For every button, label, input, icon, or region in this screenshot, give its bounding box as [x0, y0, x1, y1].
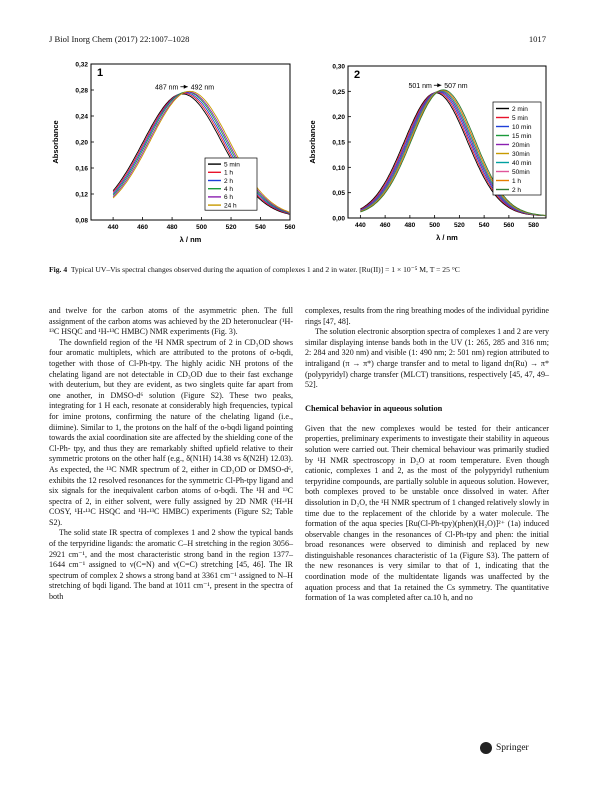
legend-entry: 6 h	[224, 194, 234, 202]
y-tick-label: 0,25	[332, 88, 345, 96]
figure-caption	[49, 265, 549, 275]
paragraph: and twelve for the carbon atoms of the asymmetric phen. The full assignment of the carbon atoms was achieved by the 2D heteronuclear (¹H-¹³C HSQC and ¹H-¹³C HMBC) NMR experiments (Fig. 3).	[49, 306, 293, 337]
x-tick-label: 500	[196, 224, 207, 231]
annotation-label-to: 507 nm	[444, 82, 468, 90]
x-tick-label: 560	[284, 224, 296, 231]
legend-entry: 1 h	[224, 169, 234, 177]
legend-entry: 1 h	[512, 177, 522, 185]
y-tick-label: 0,24	[75, 113, 88, 121]
legend-entry: 2 min	[512, 105, 528, 113]
paragraph: The solution electronic absorption spectra of complexes 1 and 2 are very similar displaying intense bands both in the UV (1: 265, 285 and 316 nm; 2: 284 and 320 nm) and visible (1: 490 nm; 2: 501 nm) region attributed to intraligand (π → π*) charge transfer and to metal to ligand dπ(Ru) → π*(polypyridyl) charge transfer (MLCT) transitions, respectively [45, 47, 49–52].	[305, 327, 549, 390]
x-tick-label: 540	[255, 224, 266, 231]
y-tick-label: 0,28	[75, 87, 88, 95]
y-tick-label: 0,32	[75, 61, 88, 69]
legend-entry: 5 min	[512, 114, 528, 122]
springer-horse-icon	[480, 742, 492, 754]
y-tick-label: 0,10	[332, 164, 345, 172]
annotation-label-to: 492 nm	[190, 84, 215, 92]
paragraph: The solid state IR spectra of complexes 1 and 2 show the typical bands of the terpyridine ligands: the aromatic C–H stretching in the region 3056–2921 cm⁻¹, and the most characteristic strong band in the region 1377–1644 cm⁻¹ assigned to ν(C=N) and ν(C=C) stretching [45, 46]. The IR spectrum of complex 2 shows a strong band at 3361 cm⁻¹ assigned to N–H stretching of bqdi ligand. The band at 1011 cm⁻¹, present in the spectra of both	[49, 528, 293, 602]
legend-entry: 40 min	[512, 159, 532, 167]
paragraph: complexes, results from the ring breathing modes of the individual pyridine rings [47, 48].	[305, 306, 549, 326]
figure-4	[0, 0, 595, 262]
legend-entry: 15 min	[512, 132, 532, 140]
annotation-label-from: 501 nm	[408, 82, 432, 90]
x-tick-label: 500	[429, 222, 441, 229]
y-tick-label: 0,12	[75, 191, 88, 199]
caption-text: Typical UV–Vis spectral changes observed during the aquation of complexes 1 and 2 in water. [Ru(II)] = 1 × 10⁻⁵ M, T = 25 °C	[70, 265, 460, 274]
section-heading: Chemical behavior in aqueous solution	[305, 403, 443, 413]
series-line	[113, 91, 290, 212]
right-column	[305, 306, 549, 604]
publisher-logo	[480, 742, 529, 754]
x-tick-label: 480	[166, 224, 178, 231]
legend-entry: 30min	[512, 150, 530, 158]
y-axis-label: Absorbance	[308, 120, 317, 164]
page-number: 1017	[528, 34, 546, 44]
y-tick-label: 0,30	[332, 63, 345, 71]
panel-label: 2	[354, 69, 361, 81]
x-tick-label: 560	[503, 222, 515, 229]
y-tick-label: 0,15	[332, 139, 345, 147]
caption-label: Fig. 4	[49, 265, 68, 274]
series-group	[113, 91, 290, 214]
annotation-label-from: 487 nm	[155, 84, 179, 92]
x-tick-label: 520	[453, 222, 465, 229]
paragraph: Given that the new complexes would be tested for their anticancer properties, preliminary experiments to investigate their stability in aqueous solution were carried out. Their chemical behaviour was primarily studied by ¹H NMR spectroscopy in D₂O at room temperature. Even though cationic, complexes 1 and 2, as the most of the polypyridyl ruthenium terpyridine compounds, are partially soluble in aqueous solution. However, both complexes proved to be unstable once dissolved in water. After dissolution in D₂O, the ¹H NMR spectrum of 1 changed relatively slowly in time due to the replacement of the chloride by a water molecule. The formation of the aqua species [Ru(Cl-Ph-tpy)(phen)(H₂O)]²⁺ (1a) induced observable changes in the resonances of Cl-Ph-tpy and phen: the initial broad resonances were observed to diminish and replaced by new distinguishable resonances characteristic of 1a (Figure S3). The pattern of the new resonances is very similar to that of 1, indicating that the coordination mode of the multidentate ligands was unaffected by the aquation process and that 1a retained the Cs symmetry. The quantitative formation of 1a was completed after ca.10 h, and no	[305, 423, 549, 603]
x-tick-label: 580	[528, 222, 540, 229]
legend-entry: 2 h	[224, 177, 234, 185]
x-tick-label: 440	[107, 224, 119, 231]
y-axis-label: Absorbance	[51, 120, 60, 164]
panel-label: 1	[97, 67, 104, 79]
left-column	[49, 306, 293, 603]
y-tick-label: 0,16	[75, 165, 88, 173]
annotation-arrowhead	[437, 83, 441, 87]
x-tick-label: 460	[137, 224, 149, 231]
y-tick-label: 0,00	[332, 215, 345, 223]
paragraph: The downfield region of the ¹H NMR spectrum of 2 in CD₃OD shows four aromatic multiplets, which are attributed to the protons of o-bqdi, together with those of Cl-Ph-tpy. The highly acidic NH protons of the chelating ligand are not detectable in CD₃OD due to their fast exchange with deuterium, but they are evident, as two singlets quite far apart from one another, in DMSO-d⁶ solution (Figure S2). These two peaks, integrating for 1 H each, resonate at considerably high frequencies, typical for imine protons, confirming the nature of the chelating ligand (i.e., diimine). Similar to 1, the protons on the half of the o-bqdi ligand pointing towards the axial coordination site are affected by the shielding cone of the Cl-Ph- tpy, and thus they are remarkably shifted upfield relative to their symmetric protons on the other half (e.g., δ(N1H) 14.38 vs δ(N2H) 12.03). As expected, the ¹³C NMR spectrum of 2, either in CD₃OD or DMSO-d⁶, exhibits the 12 resolved resonances for the symmetric Cl-Ph-tpy ligand and six signals for the inequivalent carbon atoms of o-bqdi. The ¹H and ¹³C spectra of 2, in either solvent, were fully assigned by 2D NMR (¹H-¹H COSY, ¹H-¹³C HSQC and ¹H-¹³C HMBC) experiments (Figure S2; Table S2).	[49, 337, 293, 527]
legend-entry: 24 h	[224, 202, 237, 210]
journal-citation: J Biol Inorg Chem (2017) 22:1007–1028	[49, 34, 190, 44]
legend-entry: 10 min	[512, 123, 532, 131]
annotation-arrowhead	[184, 85, 188, 89]
y-tick-label: 0,08	[75, 217, 88, 225]
y-tick-label: 0,20	[332, 114, 345, 122]
publisher-name: Springer	[496, 743, 529, 753]
legend-entry: 5 min	[224, 161, 240, 169]
legend-entry: 2 h	[512, 186, 522, 194]
x-axis-label: λ / nm	[179, 235, 202, 244]
chart-panel-1	[51, 62, 296, 245]
y-tick-label: 0,20	[75, 139, 88, 147]
legend-entry: 20min	[512, 141, 530, 149]
x-tick-label: 540	[478, 222, 490, 229]
y-tick-label: 0,05	[332, 190, 345, 198]
x-tick-label: 440	[354, 222, 366, 229]
x-axis-label: λ / nm	[436, 233, 458, 242]
legend-entry: 50min	[512, 168, 530, 176]
chart-panel-2	[308, 64, 546, 243]
x-tick-label: 460	[379, 222, 391, 229]
x-tick-label: 520	[225, 224, 237, 231]
x-tick-label: 480	[404, 222, 416, 229]
legend-entry: 4 h	[224, 186, 234, 193]
